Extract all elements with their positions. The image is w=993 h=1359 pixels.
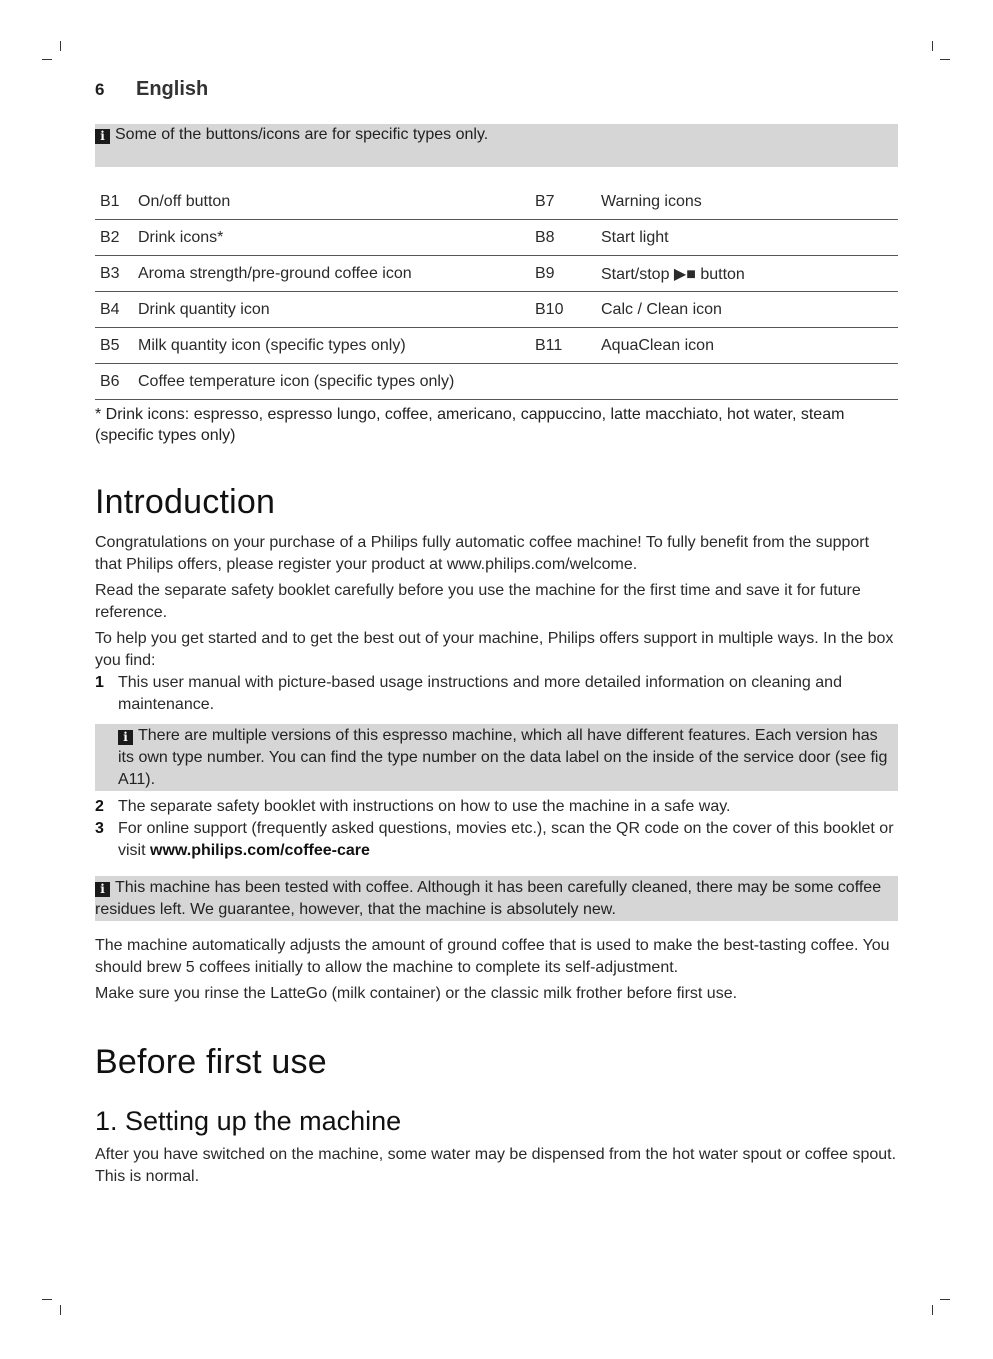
part-description: AquaClean icon [601,328,898,364]
table-row [95,256,898,292]
info-icon: i [95,129,110,144]
intro-paragraph: The machine automatically adjusts the amount of ground coffee that is used to make the best-tasting coffee. You should brew 5 coffees initially to allow the machine to complete its self-adjustment. [95,937,890,976]
note-text: There are multiple versions of this espresso machine, which all have different features. Each version has its own type number. You can find the type number on the data label on the inside of the service door (see fig A11). [118,727,888,788]
note-text: This machine has been tested with coffee. Although it has been carefully cleaned, there may be some coffee residues left. We guarantee, however, that the machine is absolutely new. [95,879,882,918]
part-code: B1 [95,184,138,220]
language-label: English [136,78,209,100]
crop-mark [42,59,52,60]
part-description: Calc / Clean icon [601,292,898,328]
page-number: 6 [95,80,105,99]
page-header [95,78,208,101]
before-first-use-heading: Before first use [95,1043,327,1081]
part-code: B9 [531,256,601,292]
table-row [95,364,898,400]
part-code: B2 [95,220,138,256]
info-note-specific-types [95,124,898,167]
table-row [95,220,898,256]
part-code: B6 [95,364,138,400]
part-description: On/off button [138,184,531,220]
crop-mark [932,41,933,51]
table-row [95,328,898,364]
coffee-care-link[interactable]: www.philips.com/coffee-care [150,842,370,859]
intro-paragraph: Read the separate safety booklet carefully before you use the machine for the first time and save it for future reference. [95,582,861,621]
drink-icons-footnote: * Drink icons: espresso, espresso lungo, coffee, americano, cappuccino, latte macchiato, hot water, steam (specific types only) [95,406,845,444]
info-icon: i [118,730,133,745]
part-description: Drink icons* [138,220,531,256]
crop-mark [60,41,61,51]
intro-paragraph: To help you get started and to get the best out of your machine, Philips offers support in multiple ways. In the box you find: [95,630,894,669]
part-code: B3 [95,256,138,292]
list-text: This user manual with picture-based usage instructions and more detailed information on cleaning and maintenance. [118,674,842,713]
in-the-box-list [95,672,898,716]
in-the-box-list [95,796,898,862]
part-description: Drink quantity icon [138,292,531,328]
list-text: The separate safety booklet with instructions on how to use the machine in a safe way. [118,798,731,815]
table-row [95,184,898,220]
part-code: B7 [531,184,601,220]
part-code: B10 [531,292,601,328]
crop-mark [940,59,950,60]
part-description: Start/stop ▶■ button [601,256,898,292]
crop-mark [42,1299,52,1300]
setup-paragraph: After you have switched on the machine, some water may be dispensed from the hot water spout or coffee spout. This is normal. [95,1146,897,1185]
part-description: Warning icons [601,184,898,220]
list-number: 3 [95,820,104,837]
part-code: B5 [95,328,138,364]
crop-mark [940,1299,950,1300]
intro-paragraph: Make sure you rinse the LatteGo (milk container) or the classic milk frother before first use. [95,985,738,1002]
info-note-tested [95,876,898,921]
part-code: B8 [531,220,601,256]
list-number: 2 [95,798,104,815]
crop-mark [60,1305,61,1315]
list-text: For online support (frequently asked questions, movies etc.), scan the QR code on the cover of this booklet or visit [118,820,894,859]
part-description: Start light [601,220,898,256]
list-item [95,796,898,818]
list-number: 1 [95,674,104,691]
introduction-heading: Introduction [95,483,276,521]
part-description: Coffee temperature icon (specific types only) [138,364,898,400]
crop-mark [932,1305,933,1315]
parts-table [95,184,898,400]
intro-paragraph: Congratulations on your purchase of a Philips fully automatic coffee machine! To fully benefit from the support that Philips offers, please register your product at www.philips.com/welcome. [95,534,870,573]
page-content [95,124,898,1188]
part-code: B11 [531,328,601,364]
table-row [95,292,898,328]
part-description: Aroma strength/pre-ground coffee icon [138,256,531,292]
setting-up-subheading: 1. Setting up the machine [95,1106,402,1136]
list-item [95,672,898,716]
list-item [95,818,898,862]
info-icon: i [95,882,110,897]
part-description: Milk quantity icon (specific types only) [138,328,531,364]
info-note-versions [95,724,898,791]
part-code: B4 [95,292,138,328]
note-text: Some of the buttons/icons are for specific types only. [115,126,489,143]
